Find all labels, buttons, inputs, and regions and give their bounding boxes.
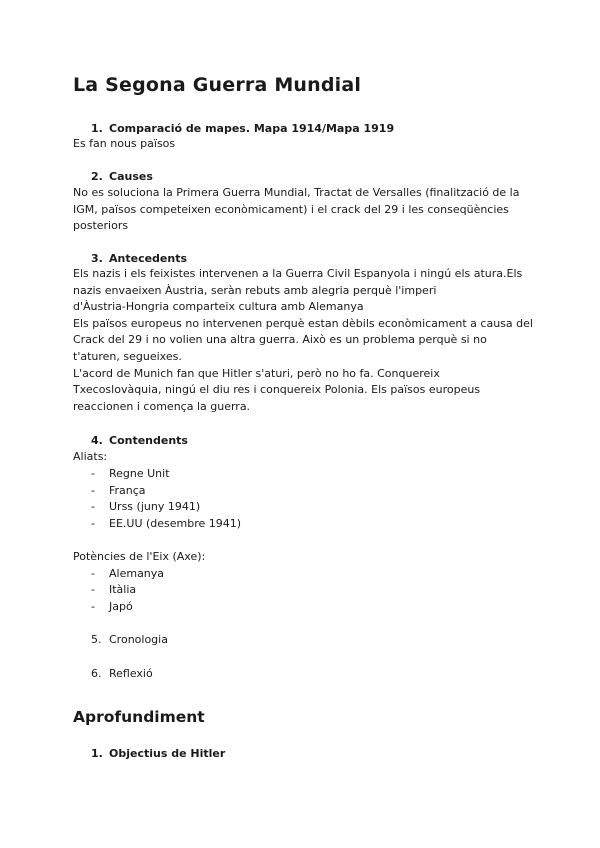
paragraph-line: No es soluciona la Primera Guerra Mundial, Tractat de Versalles (finalització de la — [73, 186, 520, 199]
section-number: 3. — [91, 252, 103, 265]
section-heading-antecedents: Antecedents — [109, 252, 188, 265]
section-heading-comparacio: Comparació de mapes. Mapa 1914/Mapa 1919 — [109, 122, 395, 135]
section-number: 5. — [91, 633, 102, 646]
section-heading-objectius: Objectius de Hitler — [109, 747, 226, 760]
section-number: 4. — [91, 434, 103, 447]
section-heading-cronologia: Cronologia — [109, 633, 168, 646]
list-item: França — [109, 484, 146, 497]
list-bullet: - — [91, 467, 95, 480]
list-bullet: - — [91, 567, 95, 580]
list-bullet: - — [91, 583, 95, 596]
paragraph-line: Txecoslovàquia, ningú el diu res i conquereix Polonia. Els països europeus — [73, 383, 481, 397]
list-item: Alemanya — [109, 567, 165, 580]
section-body-comparacio — [73, 136, 175, 153]
list-bullet: - — [91, 517, 95, 530]
document-title: La Segona Guerra Mundial — [73, 74, 362, 96]
section-number: 1. — [91, 122, 103, 135]
section-number: 2. — [91, 170, 103, 183]
paragraph-line: t'aturen, segueixes. — [73, 349, 182, 363]
section-heading-reflexio: Reflexió — [109, 667, 153, 680]
list-item: Itàlia — [109, 583, 137, 596]
paragraph-line: Crack del 29 i no volien una altra guerra. Això es un problema perquè si no — [73, 333, 487, 347]
list-item: EE.UU (desembre 1941) — [109, 517, 242, 530]
axis-label: Potències de l'Eix (Axe): — [73, 550, 206, 563]
list-bullet: - — [91, 500, 95, 513]
allies-label: Aliats: — [73, 450, 108, 463]
paragraph-line: nazis envaeixen Àustria, seràn rebuts amb alegria perquè l'imperi — [73, 283, 437, 297]
paragraph-line: Els nazis i els feixistes intervenen a la Guerra Civil Espanyola i ningú els atura.Els — [73, 267, 523, 280]
section-number: 1. — [91, 747, 103, 760]
paragraph-line: Es fan nous països — [73, 137, 176, 150]
paragraph-line: IGM, països competeixen econòmicament) i el crack del 29 i les conseqüències — [73, 202, 509, 216]
paragraph-line: reaccionen i comença la guerra. — [73, 399, 251, 413]
list-bullet: - — [91, 484, 95, 497]
paragraph-line: d'Àustria-Hongria comparteix cultura amb Alemanya — [73, 300, 364, 314]
list-item: Regne Unit — [109, 467, 170, 480]
section-body-causes — [73, 185, 519, 235]
list-bullet: - — [91, 600, 95, 613]
paragraph-line: posteriors — [73, 219, 129, 233]
section-body-antecedents — [73, 266, 533, 415]
list-item: Japó — [109, 600, 133, 613]
list-item: Urss (juny 1941) — [109, 500, 201, 513]
paragraph-line: L'acord de Munich fan que Hitler s'aturi, però no ho fa. Conquereix — [73, 366, 440, 380]
section-heading-causes: Causes — [109, 170, 153, 183]
section-heading-contendents: Contendents — [109, 434, 188, 447]
section-number: 6. — [91, 667, 102, 680]
subtitle-aprofundiment: Aprofundiment — [73, 708, 205, 726]
paragraph-line: Els països europeus no intervenen perquè estan dèbils econòmicament a causa del — [73, 316, 533, 330]
